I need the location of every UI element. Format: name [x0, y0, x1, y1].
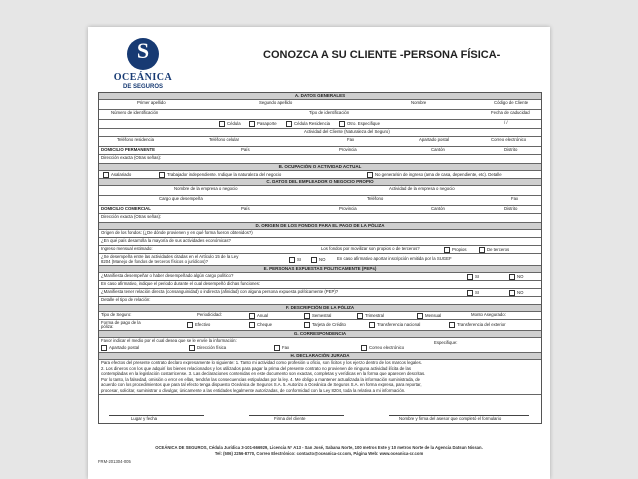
po-box-delivery-checkbox[interactable] [101, 345, 107, 351]
client-activity-label: Actividad del Cliente (Naturaleza del Seguro) [304, 129, 390, 134]
residency-checkbox[interactable] [286, 121, 292, 127]
statement-line-5: acuerdo con los procedimientos que para tal efecto tenga dispuesto Oceánica de Seguros S.A. 5. Autorizo a Oceánica de Seguros S.A. en forma expresa, para reportar, [101, 382, 422, 387]
pep1-yes-option[interactable]: SI [467, 274, 479, 280]
exact-address-row[interactable] [99, 155, 541, 164]
email-delivery-checkbox[interactable] [361, 345, 367, 351]
form-sheet [88, 27, 550, 479]
business-exact-address-label: Dirección exacta (Otras señas): [101, 214, 162, 219]
id-other-option[interactable]: Otro. Especifique [339, 121, 380, 127]
section-e-header: E. PERSONAS EXPUESTAS POLITICAMENTE (PEPs) [99, 266, 541, 273]
cedula-checkbox[interactable] [219, 121, 225, 127]
identification-row [99, 110, 541, 120]
position-row [99, 196, 541, 206]
company-name-label: Nombre de la empresa o negocio [174, 186, 238, 191]
correspondence-prompt: Favor indicar el medio por el cual desea que se le envíe la información: [101, 338, 237, 343]
check-option[interactable]: Cheque [249, 322, 272, 328]
annual-checkbox[interactable] [249, 313, 255, 319]
expiry-date-field[interactable]: / / [504, 120, 508, 125]
law-8204-label: 8204 (Manejo de fondos de terceros físicos o jurídicos)? [101, 259, 209, 264]
foreign-transfer-option[interactable]: Transferencia del exterior [449, 322, 506, 328]
law-no-checkbox[interactable] [311, 257, 317, 263]
statement-line-3: contempladas en la legislación costarricense. 3. Las declaraciones contenidas en este documento son exactas, completas y verídicas en la forma que aparecen descritas. [101, 371, 426, 376]
permanent-address-label: DOMICILIO PERMANENTE [101, 147, 155, 152]
physical-address-checkbox[interactable] [189, 345, 195, 351]
business-province-label: Provincia [339, 206, 357, 211]
pep2-yes-checkbox[interactable] [467, 290, 473, 296]
business-district-label: Distrito [504, 206, 518, 211]
id-type-options-row [99, 120, 541, 129]
canton-label: Cantón [431, 147, 445, 152]
no-income-checkbox[interactable] [367, 172, 373, 178]
pep-question-2-row [99, 289, 541, 297]
monthly-checkbox[interactable] [417, 313, 423, 319]
country-label: País [241, 147, 250, 152]
fax-delivery-checkbox[interactable] [274, 345, 280, 351]
correspondence-row [99, 338, 541, 353]
pep2-no-option[interactable]: NO [509, 290, 523, 296]
pep-relation-label: Detalle el tipo de relación: [101, 297, 151, 302]
pep2-yes-option[interactable]: SI [467, 290, 479, 296]
company-activity-label: Actividad de la empresa o negocio [389, 186, 455, 191]
section-b-header: B. OCUPACIÓN O ACTIVIDAD ACTUAL [99, 164, 541, 171]
quarterly-option[interactable]: Trimestral [357, 313, 384, 319]
employer-row [99, 186, 541, 196]
id-cedula-option[interactable]: Cédula [219, 121, 241, 127]
signature-row [99, 395, 541, 423]
insurance-type-label: Tipo de Seguro: [101, 312, 132, 317]
law-yes-checkbox[interactable] [289, 257, 295, 263]
independent-option[interactable]: Trabajador independiente. Indique la naturaleza del negocio [159, 172, 281, 178]
pep1-no-checkbox[interactable] [509, 274, 515, 280]
email-delivery-option[interactable]: Correo electrónico [361, 345, 404, 351]
footer-address: OCEÁNICA DE SEGUROS, Cédula Jurídica 3-101-666929, Licencia N° A13 - San José, Sabana Norte, 100 metros Este y 10 metros Norte de la Agencia Datsun Nissan. [155, 445, 483, 450]
advisor-signature-label: Nombre y firma del asesor que completó el formulario [399, 416, 502, 421]
oceanica-logo [108, 38, 178, 94]
pep-period-row[interactable] [99, 281, 541, 289]
section-c-header: C. DATOS DEL EMPLEADOR O NEGOCIO PROPIO [99, 179, 541, 186]
third-party-funds-option[interactable]: De terceros [479, 247, 509, 253]
credit-card-option[interactable]: Tarjeta de Crédito [304, 322, 346, 328]
id-residency-option[interactable]: Cédula Residencia [286, 121, 330, 127]
cash-option[interactable]: Efectivo [187, 322, 210, 328]
occupation-row [99, 171, 541, 179]
business-address-row [99, 206, 541, 214]
work-phone-label: Teléfono [367, 196, 384, 201]
payment-method-row [99, 320, 541, 331]
monthly-income-label: Ingreso mensual estimado: [101, 246, 153, 251]
logo-emblem-icon: S [127, 38, 159, 70]
salaried-option[interactable]: Asalariado [103, 172, 131, 178]
statement-line-1: Para efectos del presente contrato declaro expresamente lo siguiente: 1. Tanto mi actividad como profesión u oficio, son lícitos y los ejerzo dentro de los marcos legales. [101, 360, 422, 365]
statement-line-4: Por lo tanto, la falsedad, omisión o error en ellas, tendrán las consecuencias estipuladas por la ley. 4. Me obligo a mantener actualizada la información suministrada, de [101, 376, 421, 382]
client-code-label: Código de Cliente [494, 100, 529, 105]
kyc-form [98, 92, 542, 424]
business-canton-label: Cantón [431, 206, 445, 211]
quarterly-checkbox[interactable] [357, 313, 363, 319]
national-transfer-option[interactable]: Transferencia nacional [369, 322, 420, 328]
email-label: Correo electrónico [491, 137, 527, 142]
no-income-option[interactable]: No genera/sin de ingreso (ama de casa, dependiente, etc). Detalle [367, 172, 502, 178]
id-passport-option[interactable]: Pasaporte [249, 121, 277, 127]
statement-line-2: 2. Los dineros con los que adquirí los bienes relacionados y los utilizados para pagar la prima del presente contrato no provienen de ninguna actividad ilícita de las [101, 365, 412, 371]
name-label: Nombre [411, 100, 427, 105]
business-address-label: DOMICILIO COMERCIAL [101, 206, 151, 211]
specify-label: Especifique: [434, 340, 458, 345]
names-row [99, 100, 541, 110]
section-d-header: D. ORIGEN DE LOS FONDOS PARA EL PAGO DE LA PÓLIZA [99, 223, 541, 230]
cell-phone-label: Teléfono celular [209, 137, 240, 142]
position-label: Cargo que desempeña [159, 196, 203, 201]
pep-question-1: ¿Manifiesta desempeñar o haber desempeñado algún cargo político? [101, 273, 234, 278]
economic-country-row[interactable] [99, 238, 541, 246]
pep1-yes-checkbox[interactable] [467, 274, 473, 280]
exact-address-label: Dirección exacta (Otras señas): [101, 155, 162, 160]
id-number-label: Número de identificación [111, 110, 159, 115]
po-box-label: Apartado postal [419, 137, 450, 142]
business-exact-address-row[interactable] [99, 214, 541, 223]
third-party-checkbox[interactable] [479, 247, 485, 253]
funds-origin-row[interactable] [99, 230, 541, 238]
client-activity-row [99, 129, 541, 137]
province-label: Provincia [339, 147, 357, 152]
salaried-checkbox[interactable] [103, 172, 109, 178]
section-a-header: A. DATOS GENERALES [99, 93, 541, 100]
check-checkbox[interactable] [249, 322, 255, 328]
law-no-option[interactable]: NO [311, 257, 325, 263]
work-fax-label: Fax [511, 196, 519, 201]
contact-row [99, 137, 541, 147]
business-country-label: País [241, 206, 250, 211]
annual-option[interactable]: Anual [249, 313, 268, 319]
cash-checkbox[interactable] [187, 322, 193, 328]
economic-country-label: ¿En qué país desarrolla la mayoría de sus actividades económicas? [101, 238, 231, 243]
fax-label: Fax [347, 137, 355, 142]
id-type-label: Tipo de identificación [309, 110, 350, 115]
passport-checkbox[interactable] [249, 121, 255, 127]
pep-question-1-row [99, 273, 541, 281]
periodicity-label: Periodicidad: [197, 312, 222, 317]
logo-subtitle: DE SEGUROS [122, 84, 163, 90]
foreign-transfer-checkbox[interactable] [449, 322, 455, 328]
law-8204-row [99, 254, 541, 266]
policy-label: póliza: [101, 324, 114, 329]
fax-delivery-option[interactable]: Fax [274, 345, 289, 351]
insured-amount-label: Monto Asegurado: [471, 312, 506, 317]
district-label: Distrito [504, 147, 518, 152]
policy-type-row [99, 312, 541, 320]
independent-checkbox[interactable] [159, 172, 165, 178]
section-f-header: F. DESCRIPCIÓN DE LA PÓLIZA [99, 305, 541, 312]
pep-period-label: En caso afirmativo, indique el periodo durante el cual desempeñó dichas funciones: [101, 281, 261, 286]
semiannual-option[interactable]: Semestral [304, 313, 331, 319]
first-surname-label: Primer apellido [137, 100, 166, 105]
monthly-option[interactable]: Mensual [417, 313, 441, 319]
national-transfer-checkbox[interactable] [369, 322, 375, 328]
home-phone-label: Teléfono residencia [117, 137, 155, 142]
law-article-label: ¿Se desempeña entre las actividades citadas en el Artículo 15 de la Ley [101, 254, 239, 259]
credit-card-checkbox[interactable] [304, 322, 310, 328]
physical-address-option[interactable]: Dirección física [189, 345, 226, 351]
section-g-header: G. CORRESPONDENCIA [99, 331, 541, 338]
po-box-delivery-option[interactable]: Apartado postal [101, 345, 139, 351]
pep-relation-row[interactable] [99, 297, 541, 305]
second-surname-label: Segundo apellido [259, 100, 293, 105]
statement-line-6: procesar, solicitar, suministrar o divulgar, únicamente a las entidades legalmente autorizadas, de conformidad con la Ley 8204, toda la relativa a mi información. [101, 387, 406, 393]
funds-origin-label: Origen de los fondos: (¿De dónde provienen y en qué forma fueron obtenidos?) [101, 230, 253, 235]
pep2-no-checkbox[interactable] [509, 290, 515, 296]
section-h-header: H. DECLARACIÓN JURADA [99, 353, 541, 360]
monthly-income-row [99, 246, 541, 254]
logo-name: OCEÁNICA [113, 72, 173, 83]
form-code: FRM-201304-005 [98, 459, 131, 464]
sworn-statement [99, 360, 541, 395]
page-title: CONOZCA A SU CLIENTE -PERSONA FÍSICA- [263, 49, 501, 61]
company-footer [98, 445, 540, 456]
law-yes-option[interactable]: SI [289, 257, 301, 263]
semiannual-checkbox[interactable] [304, 313, 310, 319]
sugef-registration-label: En caso afirmativo aportar inscripción emitida por la SUGEF [337, 256, 452, 261]
own-funds-checkbox[interactable] [444, 247, 450, 253]
payment-method-label: Forma de pago de la [101, 320, 141, 325]
pep-question-2: ¿Manifiesta tener relación directa (consanguinidad) o indirecta (afinidad) con alguna persona expuesta políticamente (PEP)? [101, 289, 339, 294]
pep1-no-option[interactable]: NO [509, 274, 523, 280]
permanent-address-row [99, 147, 541, 155]
other-checkbox[interactable] [339, 121, 345, 127]
own-funds-option[interactable]: Propios [444, 247, 467, 253]
client-signature-label: Firma del cliente [274, 416, 306, 421]
footer-contact: Tel: (506) 2256-8770, Correo Electrónico: contacto@oceanica-cr.com, Página Web: www.oceanica-cr.com [214, 451, 424, 456]
funds-ownership-label: Los fondos por movilizar son propios o de terceros? [321, 246, 420, 251]
place-date-label: Lugar y fecha [131, 416, 158, 421]
expiry-date-label: Fecha de caducidad [491, 110, 530, 115]
